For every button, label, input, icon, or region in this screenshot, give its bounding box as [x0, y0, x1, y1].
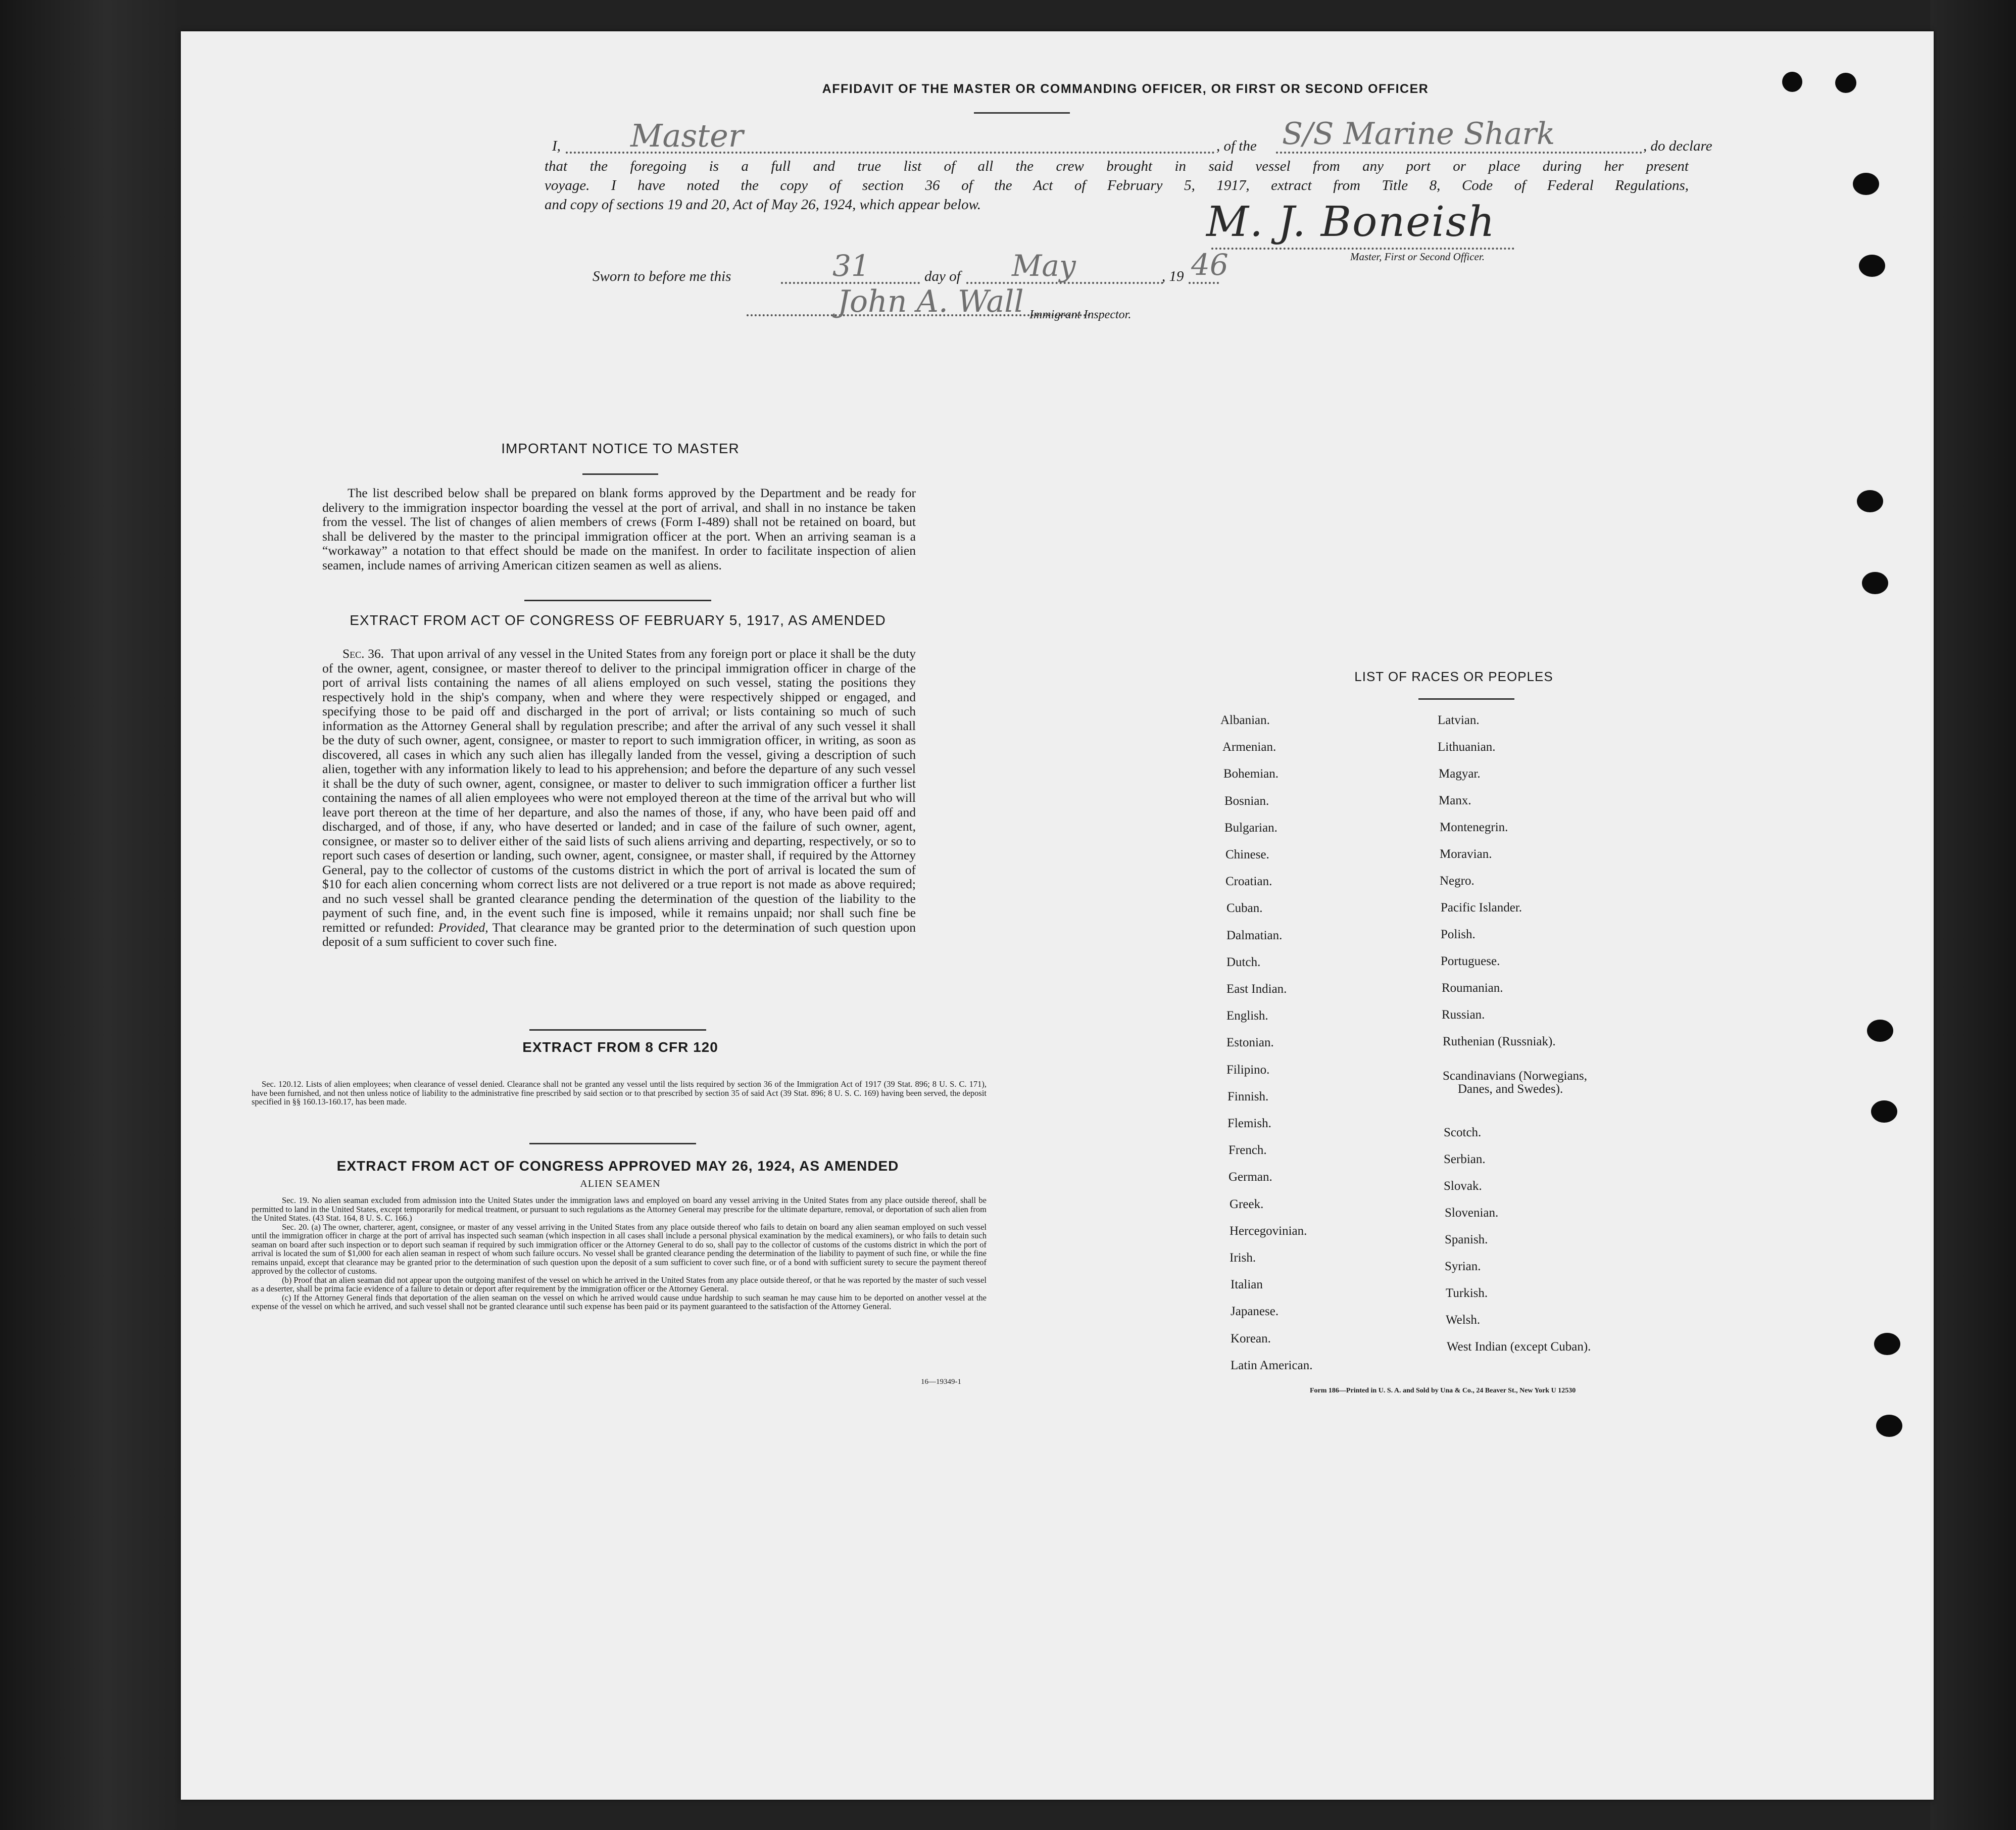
race-item: Latvian.: [1438, 713, 1480, 727]
races-underline: [1418, 698, 1514, 700]
race-item: Spanish.: [1445, 1233, 1488, 1246]
race-item: Lithuanian.: [1438, 740, 1496, 754]
sec-20c-text: (c) If the Attorney General finds that deportation of the alien seaman on the vessel on which he arrived would cause undue hardship to such seaman he may cause him to be deported on another vessel at the expense of the vessel on which he arrived, and such vessel shall not be granted clearance until such expense has been paid or its payment guaranteed to the satisfaction of the Attorney General.: [252, 1292, 987, 1311]
notice-underline: [582, 473, 658, 475]
race-item: Roumanian.: [1442, 981, 1503, 995]
race-item: Slovak.: [1444, 1179, 1482, 1193]
year-prefix: , 19: [1162, 268, 1184, 284]
race-item: Irish.: [1230, 1251, 1256, 1265]
sec-36-text: That upon arrival of any vessel in the United States from any foreign port or place it shall be the duty of the owner, agent, consignee, or master thereof to deliver to the principal immigration officer in charge of the port of arrival lists containing the names of all aliens employed on such vessel, stating the positions they respectively hold in the ship's company, when and where they were respectively shipped or engaged, and specifying those to be paid off and discharged in the port of arrival; or lists containing so much of such information as the Attorney General shall by regulation prescribe; and after the arrival of any such vessel it shall be the duty of such owner, agent, consignee, or master to report to such immigration officer, in writing, as soon as discovered, all cases in which any such alien has illegally landed from the vessel, giving a description of such alien, together with any information likely to lead to his apprehension; and before the departure of any such vessel it shall be the duty of such owner, agent, consignee, or master to deliver to such immigration officer a further list containing the names of all alien employees who were not employed thereon at the time of the arrival but who will leave port thereon at the time of her departure, and also the names of those, if any, who have been paid off and discharged, and of those, if any, who have deserted or landed; and in case of the failure of such owner, agent, consignee, or master so to deliver either of the said lists of such aliens arriving and departing, respectively, or so to report such cases of desertion or landing, such owner, agent, consignee, or master shall, if required by the Attorney General, pay to the collector of customs of the customs district in which the port of arrival is located the sum of $10 for each alien concerning whom correct lists are not delivered or a true report is not made as above required; and no such vessel shall be granted clearance pending the determination of the question of the liability to the payment of such fine, and, in the event such fine is imposed, while it remains unpaid; nor shall such fine be remitted or refunded:: [322, 646, 916, 935]
punch-hole: [1867, 1020, 1893, 1042]
scan-border-right: [1930, 0, 2016, 1830]
form-code: 16—19349-1: [921, 1378, 961, 1386]
race-item: Negro.: [1440, 874, 1474, 888]
provided-label: Provided,: [438, 920, 488, 935]
title-underline: [974, 112, 1070, 114]
race-item: Syrian.: [1445, 1260, 1481, 1273]
race-item: Croatian.: [1225, 875, 1272, 889]
punch-hole: [1853, 173, 1879, 195]
sec-36-label: Sec. 36.: [342, 646, 384, 661]
race-item: French.: [1228, 1143, 1267, 1158]
race-item: Moravian.: [1440, 847, 1492, 861]
race-item: East Indian.: [1226, 982, 1287, 996]
affidavit-line-3: voyage. I have noted the copy of section 36 of the Act of February 5, 1917, extract from Title 8, Code of Federal Regulations,: [545, 177, 1689, 194]
form-footer: Form 186—Printed in U. S. A. and Sold by Una & Co., 24 Beaver St., New York U 12530: [1310, 1387, 1576, 1394]
extract-cfr-title: EXTRACT FROM 8 CFR 120: [522, 1039, 718, 1055]
race-item: Magyar.: [1439, 767, 1481, 781]
i-label: I,: [552, 138, 561, 154]
race-item: Bulgarian.: [1224, 821, 1277, 835]
race-item: Danes, and Swedes).: [1458, 1082, 1563, 1096]
race-item: Finnish.: [1227, 1089, 1269, 1103]
race-item: Greek.: [1230, 1197, 1264, 1211]
race-item: Italian: [1231, 1278, 1263, 1292]
sec-20b-text: (b) Proof that an alien seaman did not appear upon the outgoing manifest of the vessel on which he arrived in the United States from any place outside thereof, or that he was reported by the master of such vessel as a deserter, shall be prima facie evidence of a failure to detain or deport after requirement by the immigration officer or the Attorney General.: [252, 1275, 987, 1293]
punch-hole: [1859, 255, 1885, 277]
affidavit-line-4: and copy of sections 19 and 20, Act of May 26, 1924, which appear below.: [545, 197, 981, 213]
section-divider: [529, 1143, 696, 1144]
document-page: [181, 31, 1934, 1800]
race-item: Japanese.: [1231, 1305, 1279, 1319]
race-item: Pacific Islander.: [1441, 901, 1522, 914]
race-item: Polish.: [1441, 928, 1476, 941]
scan-border-left: [0, 0, 177, 1830]
race-item: Dutch.: [1226, 955, 1261, 969]
alien-seamen-subtitle: ALIEN SEAMEN: [580, 1178, 661, 1189]
notice-title: IMPORTANT NOTICE TO MASTER: [501, 441, 740, 456]
master-signature: M. J. Boneish: [1206, 198, 1496, 246]
month-handwritten: May: [1012, 249, 1076, 283]
race-item: Latin American.: [1231, 1358, 1313, 1372]
of-the-label: , of the: [1216, 138, 1257, 154]
punch-hole: [1835, 73, 1856, 93]
inspector-signature: John A. Wall: [838, 284, 1024, 319]
extract-1917-body: [322, 647, 916, 949]
year-fill-line: [1189, 282, 1219, 284]
extract-1924-body: [252, 1196, 987, 1311]
race-item: Filipino.: [1226, 1063, 1270, 1077]
race-item: Serbian.: [1444, 1152, 1486, 1166]
punch-hole: [1862, 572, 1888, 594]
race-item: Bosnian.: [1224, 794, 1269, 808]
punch-hole: [1857, 490, 1883, 512]
race-item: Armenian.: [1222, 740, 1276, 754]
race-item: Cuban.: [1226, 901, 1263, 916]
day-handwritten: 31: [832, 249, 870, 283]
extract-1917-title: EXTRACT FROM ACT OF CONGRESS OF FEBRUARY 5, 1917, AS AMENDED: [350, 612, 886, 628]
signature-line: [1211, 248, 1514, 250]
races-title: LIST OF RACES OR PEOPLES: [1354, 669, 1553, 684]
race-item: Slovenian.: [1445, 1206, 1499, 1220]
sec-19-text: Sec. 19. No alien seaman excluded from admission into the United States under the immigration laws and employed on board any vessel arriving in the United States from any place outside thereof, shall be permitted to land in the United States, except temporarily for medical treatment, or pursuant to such regulations as the Attorney General may prescribe for the ultimate departure, removal, or deportation of such alien from the United States. (43 Stat. 164, 8 U. S. C. 166.): [252, 1195, 987, 1223]
do-declare-label: , do declare: [1643, 138, 1712, 154]
race-item: Estonian.: [1226, 1036, 1274, 1050]
race-item: Hercegovinian.: [1230, 1224, 1307, 1238]
race-item: Montenegrin.: [1440, 821, 1508, 834]
punch-hole: [1874, 1333, 1900, 1355]
race-item: Scandinavians (Norwegians,: [1443, 1069, 1588, 1083]
day-of-label: day of: [924, 268, 961, 284]
race-item: West Indian (except Cuban).: [1447, 1340, 1591, 1354]
race-item: Portuguese.: [1441, 954, 1500, 968]
race-item: Korean.: [1231, 1331, 1271, 1345]
inspector-caption: Immigrant Inspector.: [1029, 308, 1132, 321]
race-item: Russian.: [1442, 1008, 1485, 1022]
vessel-name-handwritten: S/S Marine Shark: [1282, 116, 1555, 152]
punch-hole: [1871, 1100, 1897, 1123]
race-item: Bohemian.: [1223, 767, 1279, 781]
section-divider: [524, 600, 711, 601]
race-item: Welsh.: [1446, 1313, 1481, 1327]
master-handwritten: Master: [630, 117, 744, 154]
vessel-fill-line: [1276, 152, 1642, 154]
punch-hole: [1876, 1415, 1902, 1437]
extract-cfr-text: Sec. 120.12. Lists of alien employees; when clearance of vessel denied. Clearance shall not be granted any vessel until the lists required by section 36 of the Immigration Act of 1917 (39 Stat. 896; 8 U. S. C. 171), have been furnished, and not then unless notice of liability to the administrative fine prescribed by said section or to that prescribed by section 35 of said Act (39 Stat. 896; 8 U. S. C. 169) having been served, the deposit specified in §§ 160.13-160.17, has been made.: [252, 1079, 987, 1106]
provided-text: That clearance may be granted prior to the determination of such question upon deposit of a sum sufficient to cover such fine.: [322, 920, 916, 949]
affidavit-title: AFFIDAVIT OF THE MASTER OR COMMANDING OFFICER, OR FIRST OR SECOND OFFICER: [822, 82, 1429, 96]
year-handwritten: 46: [1191, 248, 1228, 282]
race-item: English.: [1226, 1009, 1268, 1023]
race-item: Flemish.: [1227, 1117, 1271, 1130]
sec-20a-text: Sec. 20. (a) The owner, charterer, agent, consignee, or master of any vessel arriving in the United States from any place outside thereof who fails to detain on board any alien seaman employed on such vessel until the immigration officer in charge at the port of arrival has inspected such seaman (which inspection in all cases shall include a personal physical examination by the medical examiners), or who fails to detain such seaman on board after such inspection or to deport such seaman if required by such immigration officer or the Attorney General to do so, shall pay to the collector of customs of the customs district in which the port of arrival is located the sum of $1,000 for each alien seaman in respect of whom such failure occurs. No vessel shall be granted clearance pending the determination of the liability to payment of such fine, or while the fine remains unpaid, except that clearance may be granted prior to the determination of such question upon the deposit of a sum sufficient to cover such fine, or of a bond with sufficient surety to secure the payment thereof approved by the collector of customs.: [252, 1222, 987, 1276]
race-item: Manx.: [1439, 794, 1471, 807]
extract-1924-title: EXTRACT FROM ACT OF CONGRESS APPROVED MAY 26, 1924, AS AMENDED: [336, 1158, 899, 1174]
punch-hole: [1782, 72, 1802, 92]
race-item: Turkish.: [1446, 1286, 1488, 1300]
race-item: German.: [1228, 1170, 1272, 1184]
race-item: Dalmatian.: [1226, 928, 1283, 942]
race-item: Chinese.: [1225, 848, 1269, 861]
sworn-label: Sworn to before me this: [593, 268, 731, 284]
section-divider: [529, 1029, 706, 1031]
race-item: Albanian.: [1220, 713, 1270, 727]
signer-caption: Master, First or Second Officer.: [1350, 251, 1485, 263]
race-item: Scotch.: [1444, 1126, 1482, 1139]
notice-text: The list described below shall be prepared on blank forms approved by the Department and be ready for delivery to the immigration inspector boarding the vessel at the port of arrival, and shall in no instance be taken from the vessel. The list of changes of alien members of crews (Form I-489) shall not be retained on board, but shall be delivered by the master to the principal immigration officer at the port. When an arriving seaman is a “workaway” a notation to that effect should be made on the manifest. In order to facilitate inspection of alien seamen, include names of arriving American citizen seamen as well as aliens.: [322, 486, 916, 572]
affidavit-line-2: that the foregoing is a full and true list of all the crew brought in said vessel from any port or place during her present: [545, 158, 1689, 174]
race-item: Ruthenian (Russniak).: [1443, 1035, 1556, 1048]
